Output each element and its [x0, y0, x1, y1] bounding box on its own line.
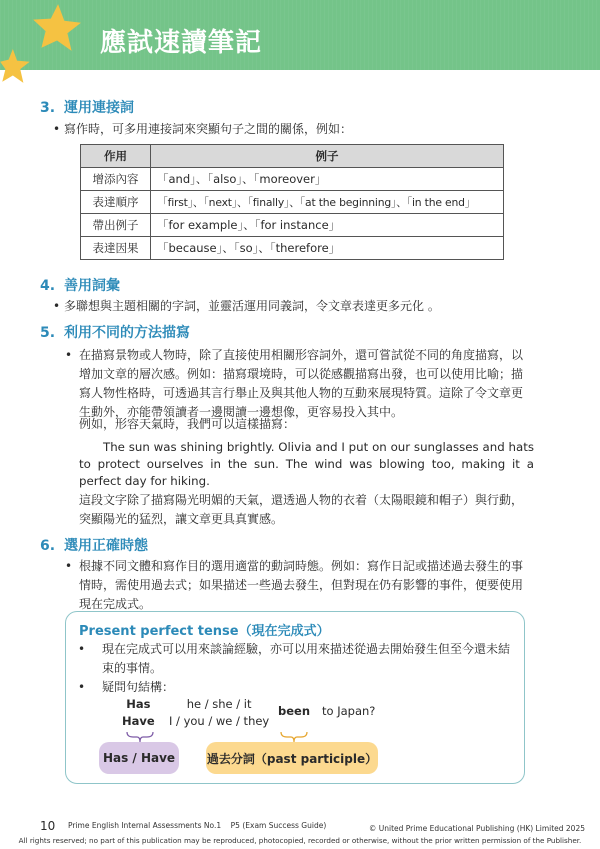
table-row [81, 191, 504, 214]
bullet-text: 疑問句結構： [102, 680, 175, 694]
table-row [81, 237, 504, 260]
star-icon [30, 2, 82, 54]
box-bullet [78, 678, 512, 697]
section-3-heading [40, 97, 134, 117]
table-header-row [81, 145, 504, 168]
box-title: Present perfect tense（現在完成式） [79, 624, 330, 639]
bullet-text: 多聯想與主題相關的字詞，並靈活運用同義詞，令文章表達更多元化 。 [64, 299, 440, 313]
section-number: 4. [40, 278, 56, 294]
connectives-table [80, 144, 504, 260]
page-number: 10 [40, 819, 56, 833]
bullet-icon: • [65, 559, 73, 573]
subject-singular: he / she / it [186, 697, 252, 711]
pill-past-participle: 過去分詞（past participle） [206, 742, 378, 774]
example-passage: The sun was shining brightly. Olivia and I put on our sunglasses and hats to protect ourselves in the sun. The wind was blowing too, making it a perfect day for hiking. [79, 440, 534, 488]
example-explanation: 這段文字除了描寫陽光明媚的天氣，還透過人物的衣着（太陽眼鏡和帽子）與行動，突顯陽光的猛烈，讓文章更具真實感。 [79, 493, 524, 526]
sentence-rest: to Japan? [322, 704, 376, 718]
table-cell-examples: 「for example」、「for instance」 [151, 214, 504, 237]
table-cell-function: 表達順序 [81, 191, 151, 214]
bullet-icon: • [78, 680, 86, 694]
section-title: 利用不同的方法描寫 [64, 325, 190, 341]
table-cell-examples: 「first」、「next」、「finally」、「at the beginning」、「in the end」 [151, 191, 504, 214]
verb-been: been [278, 704, 311, 718]
section-5-heading [40, 322, 190, 342]
auxiliary-verbs [122, 696, 155, 730]
bullet-icon: • [53, 299, 61, 313]
section-4-heading [40, 275, 120, 295]
table-header: 例子 [151, 145, 504, 168]
bullet-text: 現在完成式可以用來談論經驗，亦可以用來描述從過去開始發生但至今還未結束的事情。 [102, 642, 511, 675]
table-cell-examples: 「and」、「also」、「moreover」 [151, 168, 504, 191]
section-5-bullet [65, 346, 534, 422]
section-4-bullet [53, 297, 440, 316]
bullet-icon: • [53, 122, 61, 136]
section-title: 選用正確時態 [64, 538, 148, 554]
aux-have: Have [122, 714, 155, 728]
example-intro: 例如，形容天氣時，我們可以這樣描寫： [79, 417, 296, 431]
table-row [81, 168, 504, 191]
rights-notice: All rights reserved; no part of this publication may be reproduced, photocopied, recorded or otherwise, without the prior written permission of the Publisher. [18, 836, 582, 845]
star-icon [0, 48, 32, 86]
present-perfect-box [65, 611, 525, 784]
table-header: 作用 [81, 145, 151, 168]
bullet-text: 根據不同文體和寫作目的選用適當的動詞時態。例如：寫作日記或描述過去發生的事情時，需使用過去式；如果描述一些過去發生，但對現在仍有影響的事件，便要使用現在完成式。 [79, 559, 524, 611]
pill-has-have: Has / Have [99, 742, 179, 774]
bullet-icon: • [78, 642, 86, 656]
box-bullet [78, 640, 512, 678]
bullet-text: 寫作時，可多用連接詞來突顯句子之間的關係，例如： [64, 122, 353, 136]
section-title: 善用詞彙 [64, 278, 120, 294]
section-3-bullet [53, 120, 353, 139]
subjects [169, 696, 269, 730]
table-cell-function: 帶出例子 [81, 214, 151, 237]
section-title: 運用連接詞 [64, 100, 134, 116]
book-title: Prime English Internal Assessments No.1 P5 (Exam Success Guide) [68, 821, 327, 830]
bullet-text: 在描寫景物或人物時，除了直接使用相關形容詞外，還可嘗試從不同的角度描寫，以增加文章的層次感。例如：描寫環境時，可以從感觀描寫出發，也可以使用比喻；描寫人物性格時，可透過其言行舉止及與其他人物的互動來展現特質。這除了令文章更生動外，亦能帶領讀者一邊閱讀一邊想像，更容易投入其中。 [79, 348, 524, 419]
section-number: 3. [40, 100, 56, 116]
aux-has: Has [126, 697, 151, 711]
section-6-heading [40, 535, 148, 555]
table-cell-examples: 「because」、「so」、「therefore」 [151, 237, 504, 260]
section-number: 5. [40, 325, 56, 341]
copyright: © United Prime Educational Publishing (HK) Limited 2025 [368, 824, 585, 833]
table-cell-function: 增添內容 [81, 168, 151, 191]
section-6-bullet [65, 557, 534, 614]
table-row [81, 214, 504, 237]
page-title: 應試速讀筆記 [100, 28, 263, 58]
bullet-icon: • [65, 348, 73, 362]
subject-plural: I / you / we / they [169, 714, 270, 728]
table-cell-function: 表達因果 [81, 237, 151, 260]
header-banner [0, 0, 600, 70]
section-number: 6. [40, 538, 56, 554]
